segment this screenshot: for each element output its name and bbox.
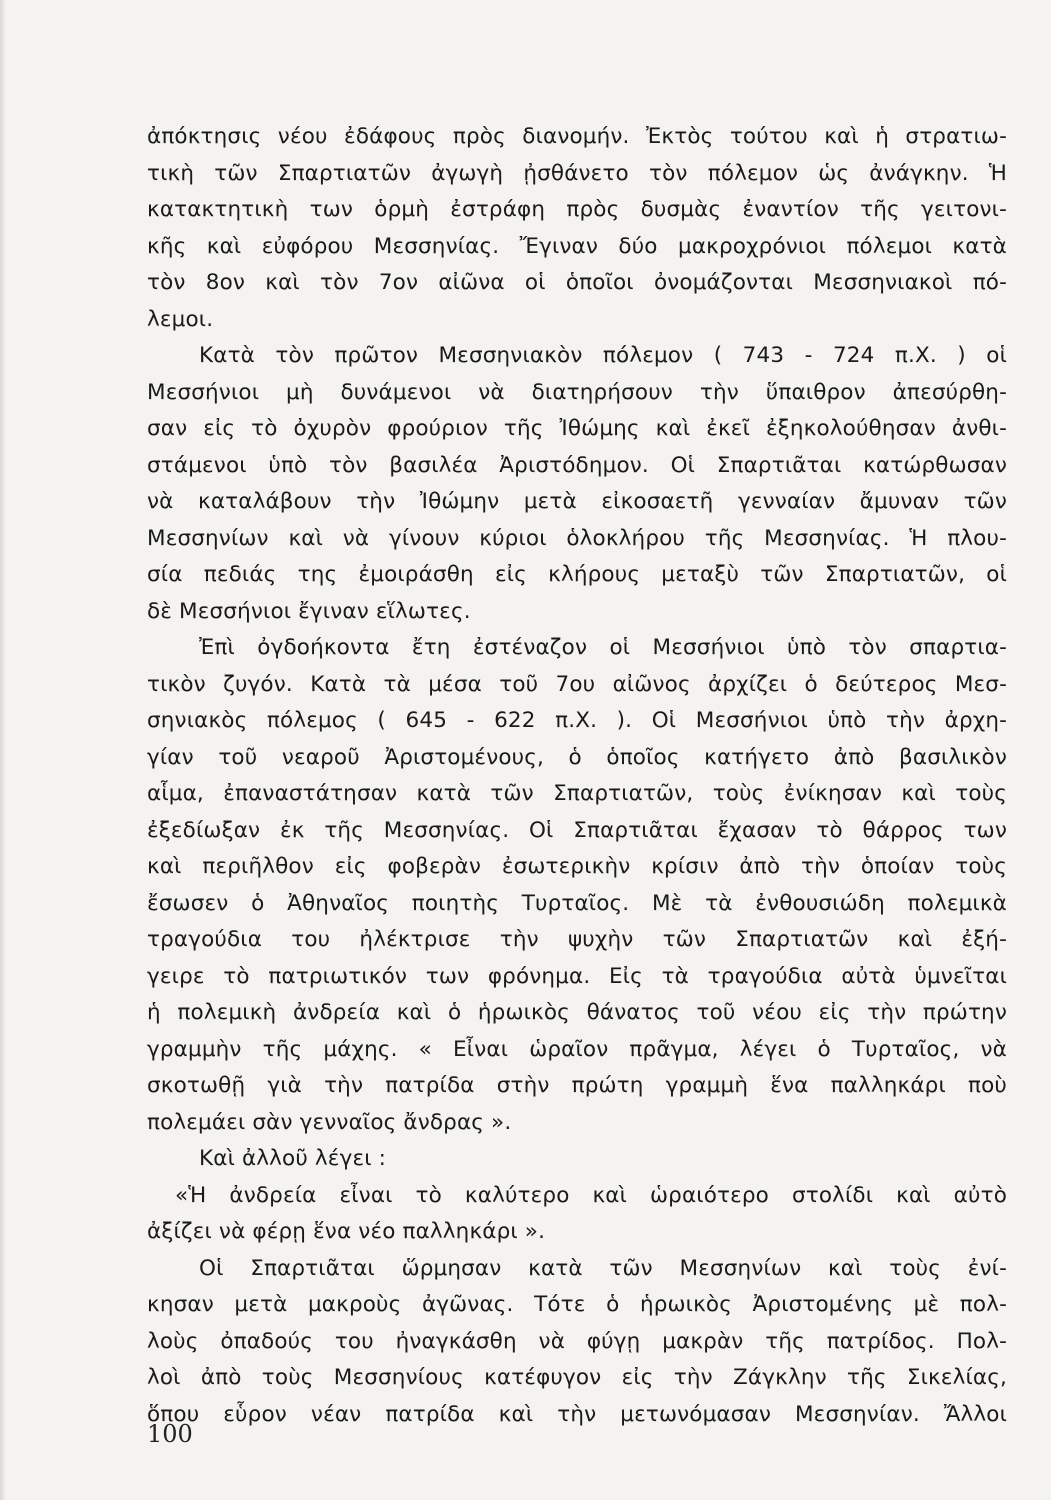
text-line: Μεσσήνιοι μὴ δυνάμενοι νὰ διατηρήσουν τὴν ὕπαιθρον ἀπεσύρθη- [147, 379, 1007, 405]
text-line: γραμμὴν τῆς μάχης. « Εἶναι ὡραῖον πρᾶγμα, λέγει ὁ Τυρταῖος, νὰ [147, 1036, 1007, 1062]
text-line: Καὶ ἀλλοῦ λέγει : [199, 1146, 387, 1171]
text-line: καὶ περιῆλθον εἰς φοβερὰν ἐσωτερικὴν κρίσιν ἀπὸ τὴν ὁποίαν τοὺς [147, 854, 1007, 879]
text-line: νὰ καταλάβουν τὴν Ἰθώμην μετὰ εἰκοσαετῆ γενναίαν ἄμυναν τῶν [147, 489, 1007, 514]
text-line: σκοτωθῇ γιὰ τὴν πατρίδα στὴν πρώτη γραμμὴ ἕνα παλληκάρι ποὺ [147, 1073, 1007, 1098]
text-line: κησαν μετὰ μακροὺς ἀγῶνας. Τότε ὁ ἡρωικὸς Ἀριστομένης μὲ πολ- [147, 1292, 1007, 1317]
text-line: ὅπου εὗρον νέαν πατρίδα καὶ τὴν μετωνόμασαν Μεσσηνίαν. Ἄλλοι [147, 1401, 1007, 1427]
text-line: ἀπόκτησις νέου ἐδάφους πρὸς διανομήν. Ἐκτὸς τούτου καὶ ἡ στρατιω- [147, 124, 1007, 149]
text-line: τραγούδια του ἠλέκτρισε τὴν ψυχὴν τῶν Σπαρτιατῶν καὶ ἐξή- [147, 927, 1007, 952]
text-line: λοὶ ἀπὸ τοὺς Μεσσηνίους κατέφυγον εἰς τὴν Ζάγκλην τῆς Σικελίας, [147, 1365, 1007, 1390]
text-line: γίαν τοῦ νεαροῦ Ἀριστομένους, ὁ ὁποῖος κατήγετο ἀπὸ βασιλικὸν [147, 744, 1007, 770]
text-line: ἐξεδίωξαν ἐκ τῆς Μεσσηνίας. Οἱ Σπαρτιᾶται ἔχασαν τὸ θάρρος των [147, 817, 1007, 843]
text-line: σηνιακὸς πόλεμος ( 645 - 622 π.Χ. ). Οἱ Μεσσήνιοι ὑπὸ τὴν ἀρχη- [147, 708, 1007, 733]
text-line: γειρε τὸ πατριωτικόν των φρόνημα. Εἰς τὰ τραγούδια αὐτὰ ὑμνεῖται [147, 963, 1007, 989]
text-line: Οἱ Σπαρτιᾶται ὥρμησαν κατὰ τῶν Μεσσηνίων καὶ τοὺς ἐνί- [199, 1255, 1007, 1281]
body-text [147, 119, 1007, 1433]
text-line: τὸν 8ον καὶ τὸν 7ον αἰῶνα οἱ ὁποῖοι ὀνομάζονται Μεσσηνιακοὶ πό- [147, 270, 1007, 295]
text-line: στάμενοι ὑπὸ τὸν βασιλέα Ἀριστόδημον. Οἱ Σπαρτιᾶται κατώρθωσαν [147, 452, 1007, 478]
text-line: τικὴ τῶν Σπαρτιατῶν ἀγωγὴ ᾐσθάνετο τὸν πόλεμον ὡς ἀνάγκην. Ἡ [147, 160, 1007, 186]
text-line: Μεσσηνίων καὶ νὰ γίνουν κύριοι ὁλοκλήρου τῆς Μεσσηνίας. Ἡ πλου- [147, 525, 1007, 551]
text-line: ἔσωσεν ὁ Ἀθηναῖος ποιητὴς Τυρταῖος. Μὲ τὰ ἐνθουσιώδη πολεμικὰ [147, 890, 1007, 916]
page-edge-shadow [0, 0, 6, 1500]
text-line: πολεμάει σὰν γενναῖος ἄνδρας ». [147, 1109, 512, 1135]
text-line: Ἐπὶ ὀγδοήκοντα ἔτη ἐστέναζον οἱ Μεσσήνιοι ὑπὸ τὸν σπαρτια- [199, 635, 1007, 660]
text-line: ἡ πολεμικὴ ἀνδρεία καὶ ὁ ἡρωικὸς θάνατος τοῦ νέου εἰς τὴν πρώτην [147, 1000, 1007, 1025]
text-line: ἀξίζει νὰ φέρῃ ἕνα νέο παλληκάρι ». [147, 1219, 546, 1244]
text-line: κατακτητικὴ των ὁρμὴ ἐστράφη πρὸς δυσμὰς ἐναντίον τῆς γειτονι- [147, 197, 1007, 222]
text-line: λεμοι. [147, 306, 214, 332]
text-line: σία πεδιάς της ἐμοιράσθη εἰς κλήρους μεταξὺ τῶν Σπαρτιατῶν, οἱ [147, 562, 1007, 587]
text-line: σαν εἰς τὸ ὀχυρὸν φρούριον τῆς Ἰθώμης καὶ ἐκεῖ ἐξηκολούθησαν ἀνθι- [147, 416, 1007, 441]
text-line: αἷμα, ἐπαναστάτησαν κατὰ τῶν Σπαρτιατῶν, τοὺς ἐνίκησαν καὶ τοὺς [147, 781, 1007, 806]
text-line: κῆς καὶ εὐφόρου Μεσσηνίας. Ἔγιναν δύο μακροχρόνιοι πόλεμοι κατὰ [147, 233, 1007, 259]
text-line: «Ἡ ἀνδρεία εἶναι τὸ καλύτερο καὶ ὡραιότερο στολίδι καὶ αὐτὸ [175, 1182, 1007, 1208]
text-line: τικὸν ζυγόν. Κατὰ τὰ μέσα τοῦ 7ου αἰῶνος ἀρχίζει ὁ δεύτερος Μεσ- [147, 671, 1007, 697]
text-line: δὲ Μεσσήνιοι ἔγιναν εἵλωτες. [147, 598, 471, 624]
text-line: λοὺς ὀπαδούς του ἠναγκάσθη νὰ φύγῃ μακρὰν τῆς πατρίδος. Πολ- [147, 1328, 1007, 1354]
page-number: 100 [147, 1420, 193, 1448]
text-line: Κατὰ τὸν πρῶτον Μεσσηνιακὸν πόλεμον ( 743 - 724 π.Χ. ) οἱ [199, 343, 1007, 368]
